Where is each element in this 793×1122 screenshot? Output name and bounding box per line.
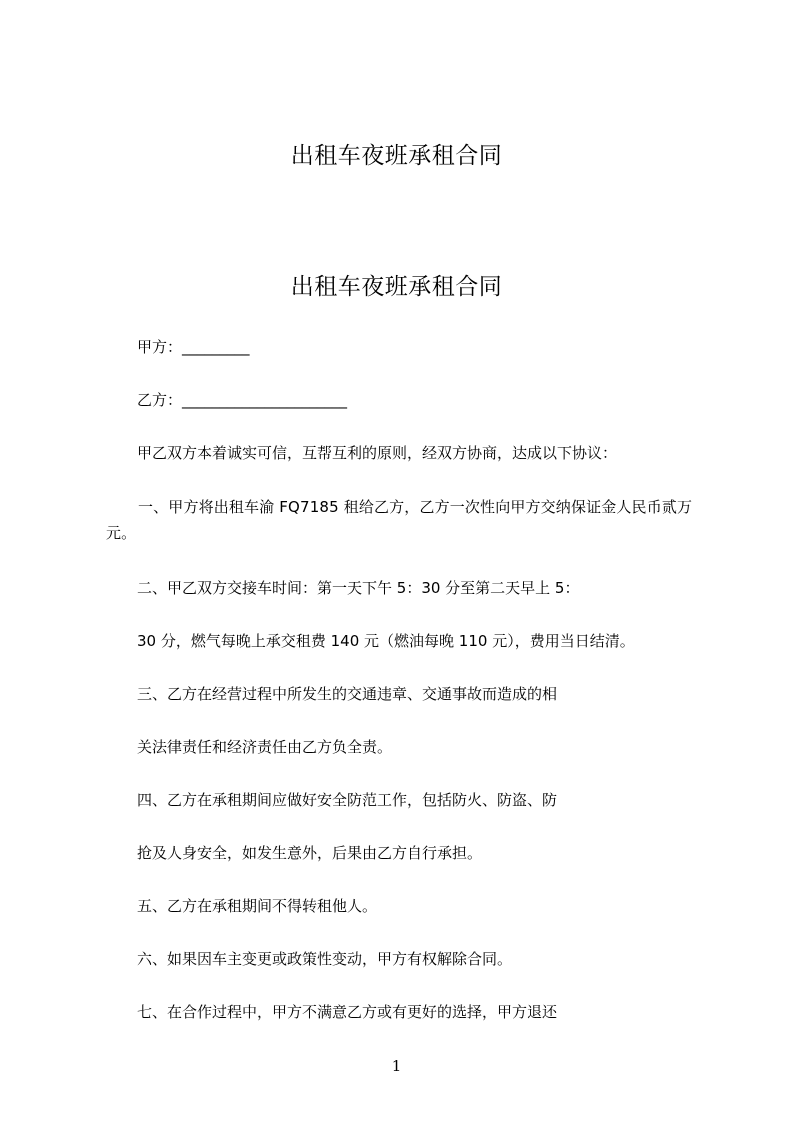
document-title: 出租车夜班承租合同 <box>290 274 503 300</box>
intro-paragraph: 甲乙双方本着诚实可信，互帮互利的原则，经双方协商，达成以下协议： <box>137 444 618 462</box>
party-a-line: 甲方：_________ <box>137 338 250 356</box>
clause-2-line-1: 二、甲乙双方交接车时间：第一天下午 5：30 分至第二天早上 5： <box>137 579 580 597</box>
page-number: 1 <box>391 1057 402 1075</box>
clause-7: 七、在合作过程中，甲方不满意乙方或有更好的选择，甲方退还 <box>137 1003 558 1021</box>
clause-6: 六、如果因车主变更或政策性变动，甲方有权解除合同。 <box>137 950 513 968</box>
clause-3-line-2: 关法律责任和经济责任由乙方负全责。 <box>137 738 393 756</box>
party-b-line: 乙方：______________________ <box>137 391 348 409</box>
clause-3-line-1: 三、乙方在经营过程中所发生的交通违章、交通事故而造成的相 <box>137 685 558 703</box>
clause-4-line-2: 抢及人身安全，如发生意外，后果由乙方自行承担。 <box>137 844 483 862</box>
clause-4-line-1: 四、乙方在承租期间应做好安全防范工作，包括防火、防盗、防 <box>137 791 558 809</box>
clause-5: 五、乙方在承租期间不得转租他人。 <box>137 897 378 915</box>
clause-2-line-2: 30 分，燃气每晚上承交租费 140 元（燃油每晚 110 元），费用当日结清。 <box>137 632 635 650</box>
clause-1: 一、甲方将出租车渝 FQ7185 租给乙方，乙方一次性向甲方交纳保证金人民币贰万元。 <box>106 498 693 542</box>
header-title: 出租车夜班承租合同 <box>290 143 503 169</box>
